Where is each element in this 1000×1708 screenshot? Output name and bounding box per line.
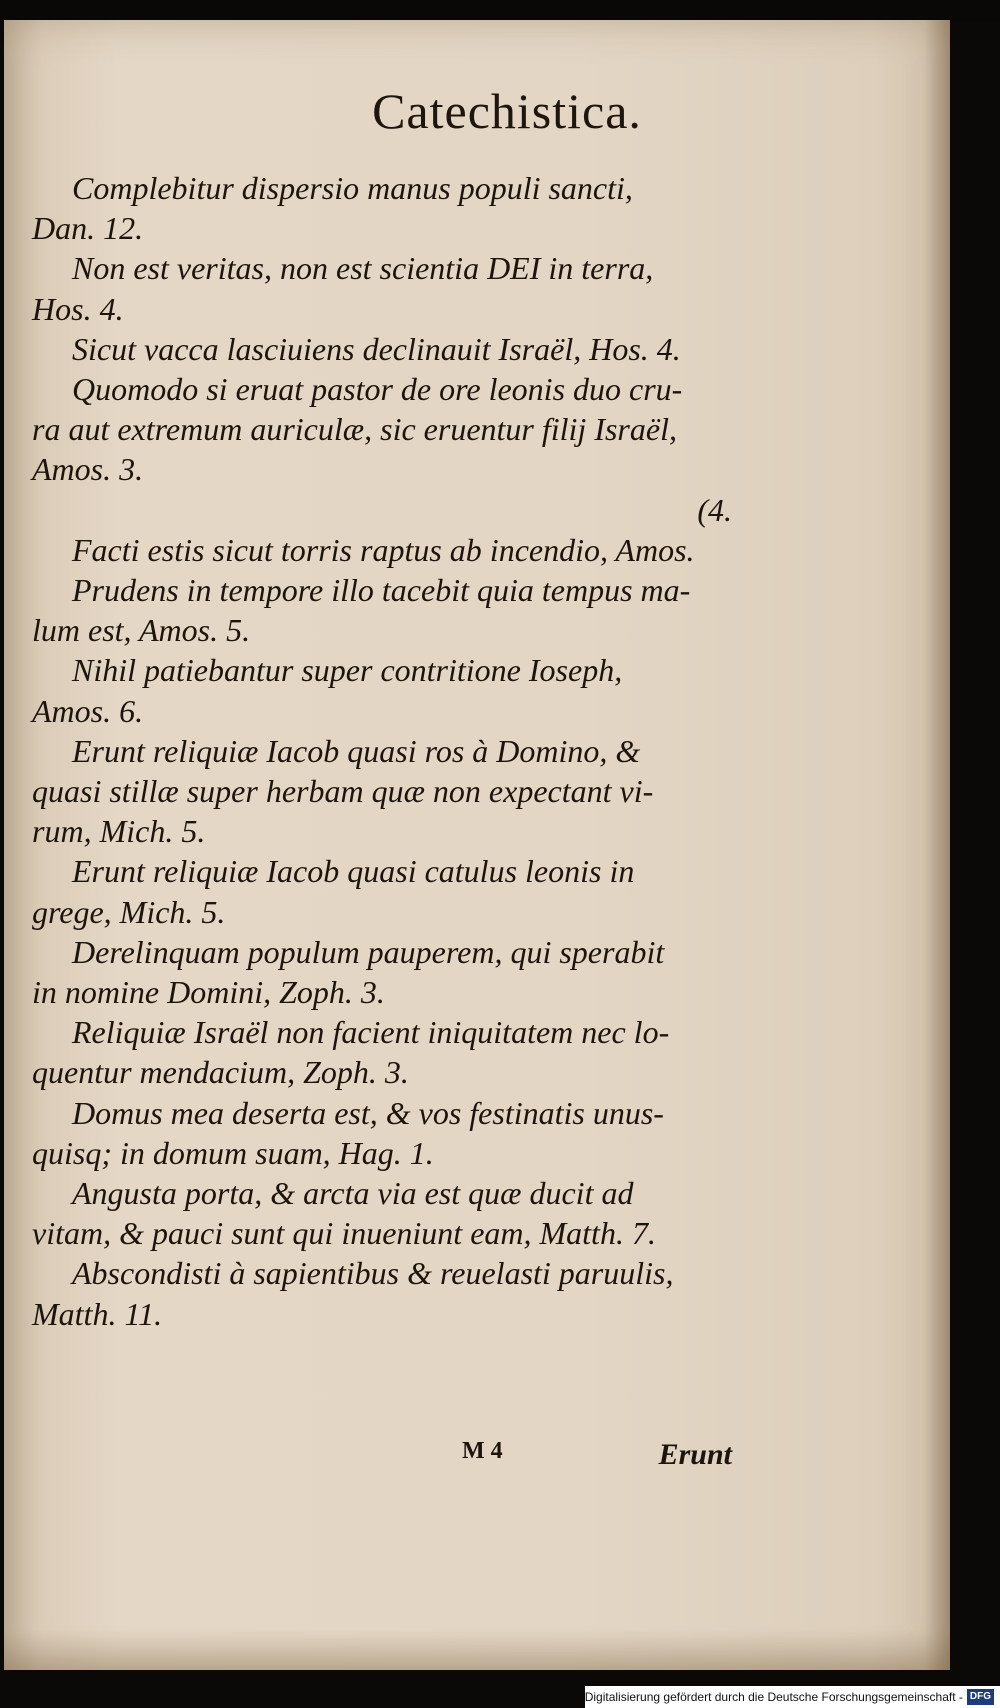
text-line: Derelinquam populum pauperem, qui sperabit [72,933,665,970]
text-line: Complebitur dispersio manus populi sancti, [72,170,633,206]
text-line: Hos. 4. [32,290,124,327]
dfg-logo: DFG [967,1689,994,1705]
text-line: quisq; in domum suam, Hag. 1. [32,1134,434,1171]
text-line: Prudens in tempore illo tacebit quia tempus ma- [72,572,691,608]
catchword: Erunt [658,1438,732,1471]
page-bottom-shadow [4,1630,950,1670]
text-line: Quomodo si eruat pastor de ore leonis duo cru- [72,371,683,407]
text-line: Amos. 3. [32,451,144,488]
text-line: in nomine Domini, Zoph. 3. [32,974,385,1010]
page-edge-shadow [924,20,950,1670]
scan-background-top [0,0,1000,22]
text-line: Domus mea deserta est, & vos festinatis unus- [72,1094,664,1131]
text-line: Nihil patiebantur super contritione Ioseph, [72,652,623,689]
text-line: quentur mendacium, Zoph. 3. [32,1054,409,1091]
text-line: Angusta porta, & arcta via est quæ ducit ad [72,1175,634,1211]
text-line: Sicut vacca lasciuiens declinauit Israël, Hos. 4. [72,330,681,367]
text-line: Facti estis sicut torris raptus ab incendio, Amos. [72,531,695,568]
footer-text: Digitalisierung gefördert durch die Deutsche Forschungsgemeinschaft - [584,1690,963,1704]
text-line: Reliquiæ Israël non facient iniquitatem nec lo- [72,1014,670,1051]
text-line: (4. [697,491,732,528]
text-line: Erunt reliquiæ Iacob quasi catulus leonis in [72,853,635,890]
text-line: Abscondisti à sapientibus & reuelasti paruulis, [72,1255,674,1292]
digitization-footer [585,1686,1000,1708]
text-line: rum, Mich. 5. [32,813,206,850]
text-line: quasi stillæ super herbam quæ non expectant vi- [32,773,654,809]
text-line: grege, Mich. 5. [32,893,226,930]
text-line: vitam, & pauci sunt qui inueniunt eam, Matth. 7. [32,1215,656,1252]
text-line: Dan. 12. [32,210,144,247]
text-line: Matth. 11. [32,1295,163,1332]
text-line: lum est, Amos. 5. [32,612,251,649]
running-head: Catechistica. [372,83,642,139]
text-line: Erunt reliquiæ Iacob quasi ros à Domino, & [72,732,641,769]
signature-mark: M 4 [462,1438,503,1464]
text-line: Non est veritas, non est scientia DEI in terra, [72,250,654,287]
text-line: Amos. 6. [32,692,144,729]
book-page [4,20,950,1670]
text-line: ra aut extremum auriculæ, sic eruentur filij Israël, [32,411,677,448]
